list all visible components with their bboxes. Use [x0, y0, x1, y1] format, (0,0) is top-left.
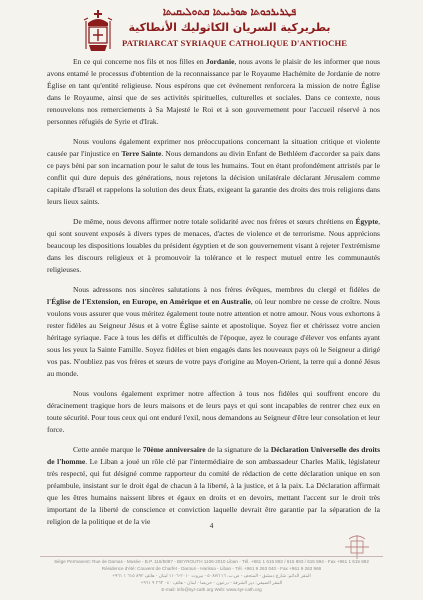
emphasis-egypte: Égypte [355, 217, 379, 227]
patriarchate-seal-icon [83, 9, 113, 53]
emphasis-eglise-extension: l'Église de l'Extension, en Europe, en Amérique et en Australie [47, 297, 251, 307]
emphasis-70eme-anniversaire: 70ème anniversaire [142, 445, 206, 455]
header-syriac-title: ܦܛܪܝܪܟܘܬܐ ܣܘܪܝܝܬܐ ܩܬܘܠܝܩܝܬܐ [162, 7, 297, 18]
paragraph-human-rights: Cette année marque le 70ème anniversaire de la signature de la Déclaration Universelle des droits de l'homme. Le Liban a joué un rôle clé par l'intermédiaire de son ambassadeur Charles Malik, législateur très respecté, qui fut désigné comme rapporteur du comité de rédaction de cette déclaration unique en son préambule, insistant sur le droit égal de chacun à la liberté, à la justice, et à la paix. La Déclaration affirmait que les êtres humains naissent libres et égaux en droits et en devoirs, mettant l'accent sur le droit très important de la liberté de conscience et conviction laquelle devrait être garantie par la séparation de la religion de la politique et de la vie [47, 445, 380, 526]
paragraph-jordan: En ce qui concerne nos fils et nos filles en Jordanie, nous avons le plaisir de les informer que nous avons entamé le processus d'obtention de la reconnaissance par le Royaume Hachémite de Jordanie de notre Église en tant qu'entité religieuse. Nous espérons que cet événement renforcera la mission de notre Église dans le Royaume, ainsi que de ses activités spirituelles, culturelles et sociales. Dans ce contexte, nous renouvelons nos remerciements à Sa Majesté le Roi et à son gouvernement pour l'accueil réservé à nos personnes réfugiés de Syrie et d'Irak. [47, 57, 380, 126]
paragraph-diaspora: Nous adressons nos sincères salutations à nos frères évêques, membres du clergé et fidèles de l'Église de l'Extension, en Europe, en Amérique et en Australie, où leur nombre ne cesse de croître. Nous voulons vous assurer que vous méritez également toute notre attention et notre amour. Nous vous exhortons à rester fidèles au Seigneur Jésus et à votre Église sainte et apostolique. Soyez fier et chérissez votre ancien héritage syriaque. Face à tous les défis et difficultés de l'époque, ayez le courage d'élever vos enfants ayant sous les yeux la Sainte Famille. Soyez fidèles et bien engagés dans les nouveaux pays où le Seigneur a dirigé vos pas. N'oubliez pas vos frères et sœurs de votre pays d'origine au Moyen-Orient, la terre qui a donné Jésus au monde. [47, 285, 380, 378]
paragraph-exile: Nous voulons également exprimer notre affection à tous nos fidèles qui souffrent encore du déracinement tragique hors de leurs maisons et de leurs pays et qui sont incapables de rentrer chez eux en toute sécurité. Pour tous ceux qui ont enduré l'exil, nous demandons au Seigneur d'être leur consolation et leur force. [47, 389, 380, 434]
header-latin-title: PATRIARCAT SYRIAQUE CATHOLIQUE D'ANTIOCHE [122, 38, 348, 48]
page-number: 4 [209, 521, 214, 530]
emphasis-declaration: Déclaration Universelle des droits de l'homme [47, 445, 380, 467]
header-arabic-title: بطريركية السريان الكاثوليك الأنطاكية [128, 21, 331, 34]
footer-line-arabic-summer: المقر الصيفي: دير الشرفة - درعون - حريصا - لبنان - هاتف ٠٤٠ ٢٦٣ ٩ ٩٦١+ [140, 579, 283, 585]
footer-line-permanent-seat: Siège Permanent: Rue de Damas - Musée - B.P. 116/5087 - BEYROUTH 1106-2010 Liban - Tél. +961 1 615 892 / 615 893 / 615 894 - Fax +961 1 615 892 [54, 559, 369, 564]
emphasis-jordanie: Jordanie [205, 57, 235, 66]
footer-divider [40, 556, 383, 557]
paragraph-egypt: De même, nous devons affirmer notre totale solidarité avec nos frères et sœurs chrétiens en Égypte, qui sont souvent exposés à divers types de menaces, d'actes de violence et de terrorisme. Nous apprécions beaucoup les dispositions louables du président égyptien et de son gouvernement visant à rejeter l'extrémisme dans les discours religieux et à promouvoir la tolérance et le respect mutuel entre les communautés religieuses. [47, 217, 380, 274]
footer-contact [0, 559, 423, 594]
footer-line-arabic-permanent: المقر الدائم: شارع دمشق - المتحف - ص.ب. ٥٠٨٧/١١٦ - بيروت ٢٠١٠-١١٠٦ لبنان - هاتف ٨٩٢ ٦١٥ ١ ٩٦١+ [112, 572, 311, 578]
footer-line-summer-residence: Résidence d'été: Couvent de Charfet - Daroun - Harissa - Liban - Tél. +961 9 263 040 - Fax +961 9 263 966 [101, 565, 322, 571]
emphasis-terre-sainte: Terre Sainte [121, 148, 162, 158]
footer-line-contact: E-mail: info@syr-cath.org Web: www.syr-cath.org [161, 586, 262, 592]
paragraph-holy-land: Nous voulons également exprimer nos préoccupations concernant la situation critique et violente causée par l'injustice en Terre Sainte. Nous demandons au divin Enfant de Bethléem d'accorder sa paix dans ce pays béni par son incarnation pour le salut de tous les humains. Tout en étant profondément attristés par le conflit qui dure depuis des générations, nous rejetons la décision unilatérale déclarant Jérusalem comme capitale d'Israël et rappelons la solution des deux États, exigeant la garantie des droits des trois religions dans leurs lieux saints. [47, 137, 380, 206]
letter-body [47, 56, 380, 536]
